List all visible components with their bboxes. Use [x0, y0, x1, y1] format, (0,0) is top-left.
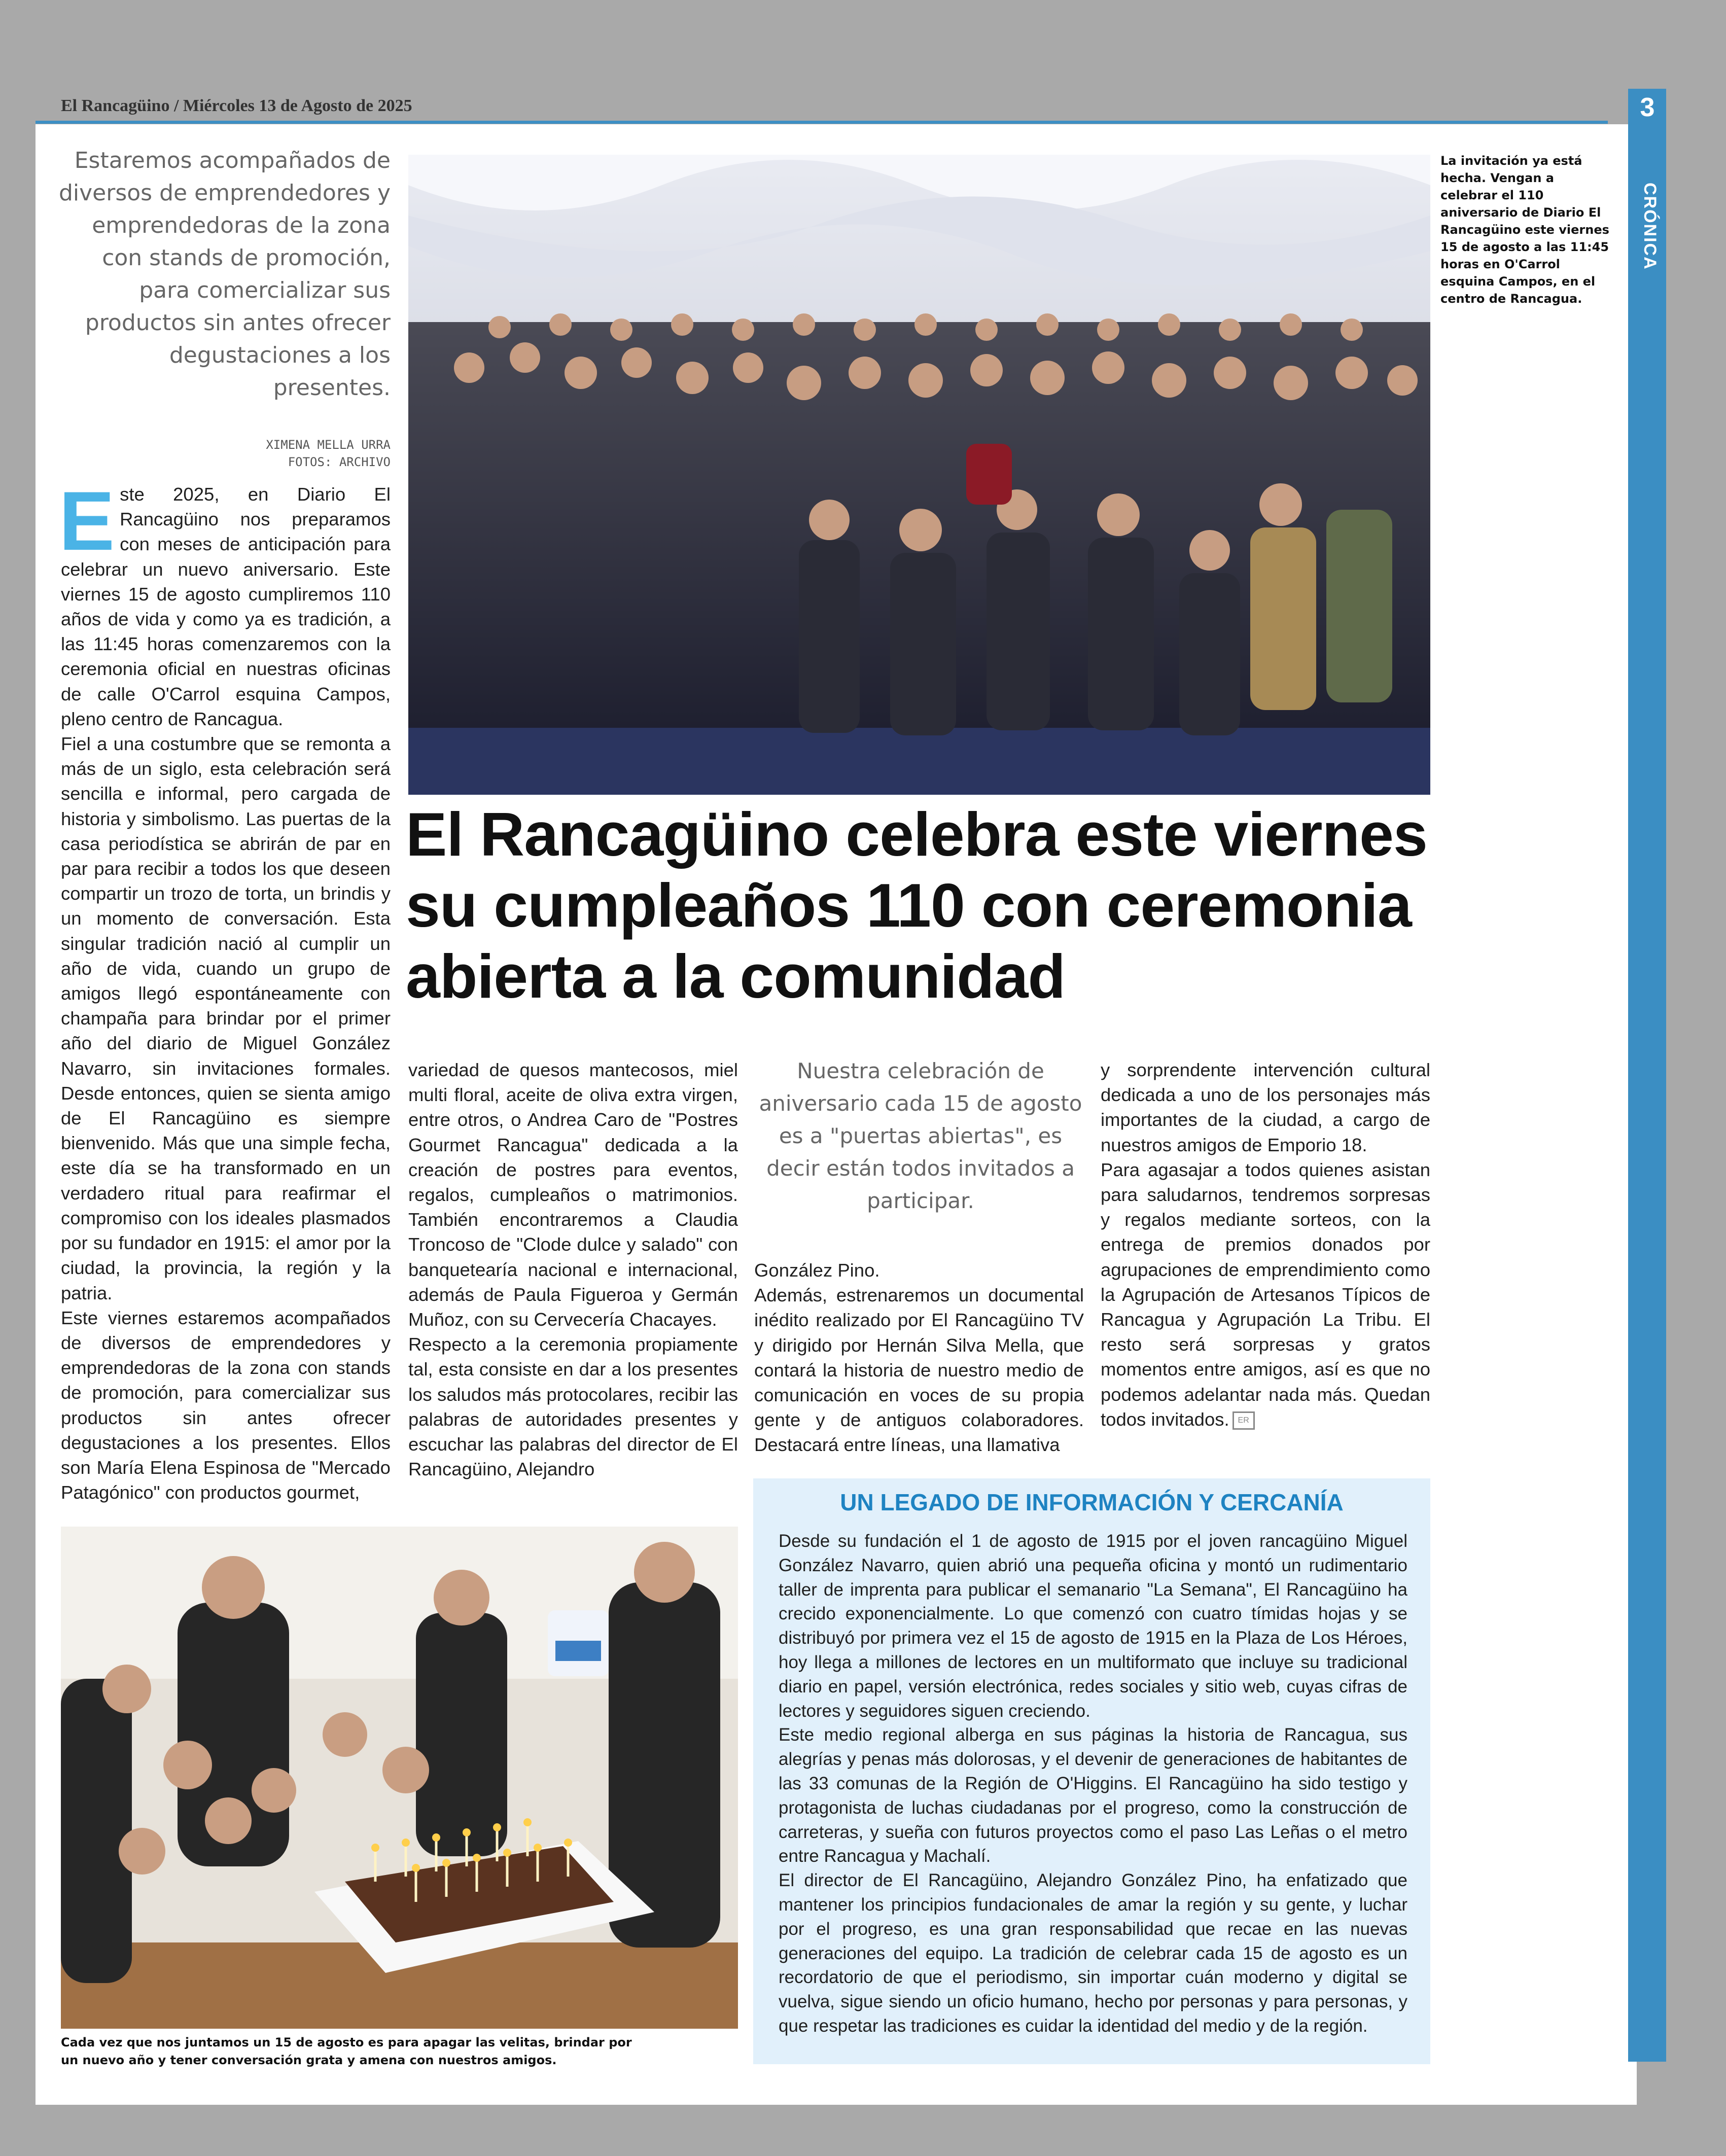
bottom-photo-caption: Cada vez que nos juntamos un 15 de agosto es para apagar las velitas, brindar por un nuevo año y tener conversación grata y amena con nuestros amigos.: [61, 2035, 632, 2067]
section-label: CRÓNICA: [1640, 183, 1660, 270]
article-paragraph: González Pino.: [754, 1260, 880, 1281]
page-number: 3: [1640, 93, 1655, 122]
byline: [233, 436, 391, 471]
article-column-3: [754, 1258, 1084, 1458]
sidebar-text: [779, 1529, 1407, 2038]
running-head: El Rancagüino / Miércoles 13 de Agosto de 2025: [61, 96, 412, 115]
top-photo-caption: La invitación ya está hecha. Vengan a celebrar el 110 aniversario de Diario El Rancagüino este viernes 15 de agosto a las 11:45 horas en O'Carrol esquina Campos, en el centro de Rancagua.: [1440, 154, 1609, 306]
byline-author: XIMENA MELLA URRA: [266, 438, 391, 452]
crowd-photo-illustration: [408, 155, 1430, 795]
article-paragraph: Este viernes estaremos acompañados de diversos de emprendedores y emprendedoras de la zona con stands de promoción, para comercializar sus productos sin antes ofrecer degustaciones a los presentes. Ellos son María Elena Espinosa de "Mercado Patagónico" con productos gourmet,: [61, 1307, 391, 1503]
article-paragraph: Respecto a la ceremonia propiamente tal, esta consiste en dar a los presentes los saludos más protocolares, recibir las palabras de autoridades presentes y escuchar las palabras del director de El Rancagüino, Alejandro: [408, 1334, 738, 1480]
end-mark-icon: ER: [1232, 1411, 1255, 1430]
headline: El Rancagüino celebra este viernes su cumpleaños 110 con ceremonia abierta a la comunidad: [406, 800, 1427, 1011]
article-column-1: [59, 474, 391, 1505]
article-paragraph: y sorprendente intervención cultural dedicada a uno de los personajes más importantes de la ciudad, a cargo de nuestros amigos de Emporio 18.: [1101, 1059, 1430, 1155]
header-rule: [36, 121, 1608, 124]
article-paragraph: Este 2025, en Diario El Rancagüino nos preparamos con meses de anticipación para celebrar un nuevo aniversario. Este viernes 15 de agosto cumpliremos 110 años de vida y como ya es tradición, a las 11:45 horas comenzaremos con la ceremonia oficial en nuestras oficinas de calle O'Carrol esquina Campos, pleno centro de Rancagua.: [59, 474, 391, 729]
sidebar-paragraph: Desde su fundación el 1 de agosto de 1915 por el joven rancagüino Miguel González Navarro, quien abrió una pequeña oficina y montó un rudimentario taller de imprenta para publicar el semanario "La Semana", El Rancagüino ha crecido exponencialmente. Lo que comenzó con cuatro tímidas hojas y se distribuyó por primera vez el 15 de agosto de 1915 en la Plaza de Los Héroes, hoy llega a millones de lectores en un multiformato que incluye su tradicional diario en papel, versión electrónica, redes sociales y sitio web, cuyas cifras de lectores y seguidores siguen creciendo.: [779, 1531, 1407, 1721]
cake-photo: [61, 1527, 738, 2029]
sidebar-paragraph: Este medio regional alberga en sus páginas la historia de Rancagua, sus alegrías y penas más dolorosas, y el devenir de generaciones de habitantes de las 33 comunas de la Región de O'Higgins. El Rancagüino ha sido testigo y protagonista de luchas ciudadanas por el progreso, como la construcción de carreteras, y sueña con futuros proyectos como el paso Las Leñas o el metro entre Rancagua y Machalí.: [779, 1725, 1407, 1866]
dropcap: E: [59, 474, 115, 568]
article-paragraph: Fiel a una costumbre que se remonta a más de un siglo, esta celebración será sencilla e informal, pero cargada de historia y simbolismo. Las puertas de la casa periodística se abrirán de par en par para recibir a todos los que deseen compartir un trozo de torta, un brindis y un momento de conversación. Esta singular tradición nació al cumplir un año de vida, cuando un grupo de amigos llegó espontáneamente con champaña para brindar por el primer año del diario de Miguel González Navarro, sin invitaciones formales. Desde entonces, quien se sienta amigo de El Rancagüino es siempre bienvenido. Más que una simple fecha, este día se ha transformado en un verdadero ritual para reafirmar el compromiso con los ideales plasmados por su fundador en 1915: el amor por la ciudad, la provincia, la región y la patria.: [61, 733, 391, 1303]
page-side-bar: [1628, 89, 1666, 2062]
article-paragraph: variedad de quesos mantecosos, miel multi floral, aceite de oliva extra virgen, entre otros, o Andrea Caro de "Postres Gourmet Rancagua" dedicada a la creación de postres para eventos, regalos, cumpleaños o matrimonios. También encontraremos a Claudia Troncoso de "Clode dulce y salado" con banquetearía nacional e internacional, además de Paula Figueroa y Germán Muñoz, con su Cervecería Chacayes.: [408, 1059, 738, 1330]
crowd-photo: [408, 155, 1430, 795]
article-paragraph: Para agasajar a todos quienes asistan para saludarnos, tendremos sorpresas y regalos mediante sorteos, con la entrega de premios donados por agrupaciones de emprendimiento como la Agrupación de Artesanos Típicos de Rancagua y Agrupación La Tribu. El resto será sorpresas y gratos momentos entre amigos, así es que no podemos adelantar nada más. Quedan todos invitados. ER: [1101, 1159, 1430, 1430]
cake-photo-illustration: [61, 1527, 738, 2029]
article-column-4: [1101, 1057, 1430, 1432]
pull-quote: Nuestra celebración de aniversario cada 15 de agosto es a "puertas abiertas", es decir están todos invitados a participar.: [759, 1058, 1082, 1213]
sidebar-title: UN LEGADO DE INFORMACIÓN Y CERCANÍA: [840, 1489, 1344, 1515]
sidebar-paragraph: El director de El Rancagüino, Alejandro González Pino, ha enfatizado que mantener los principios fundacionales de amar la región y su gente, y luchar por el progreso, es una gran responsabilidad que recae en las nuevas generaciones del equipo. La tradición de celebrar cada 15 de agosto es un recordatorio de que el periodismo, sin importar cuán moderno y digital se vuelva, sigue siendo un oficio humano, hecho por personas y para personas, y que respetar las tradiciones es cuidar la identidad del medio y de la región.: [779, 1870, 1407, 2036]
byline-photos: FOTOS: ARCHIVO: [288, 455, 391, 469]
article-column-2: [408, 1057, 738, 1481]
top-callout: Estaremos acompañados de diversos de emprendedores y emprendedoras de la zona con stands de promoción, para comercializar sus productos sin antes ofrecer degustaciones a los presentes.: [58, 148, 391, 401]
article-paragraph: Además, estrenaremos un documental inédito realizado por El Rancagüino TV y dirigido por Hernán Silva Mella, que contará la historia de nuestro medio de comunicación en voces de su propia gente y de antiguos colaboradores. Destacará entre líneas, una llamativa: [754, 1285, 1084, 1456]
